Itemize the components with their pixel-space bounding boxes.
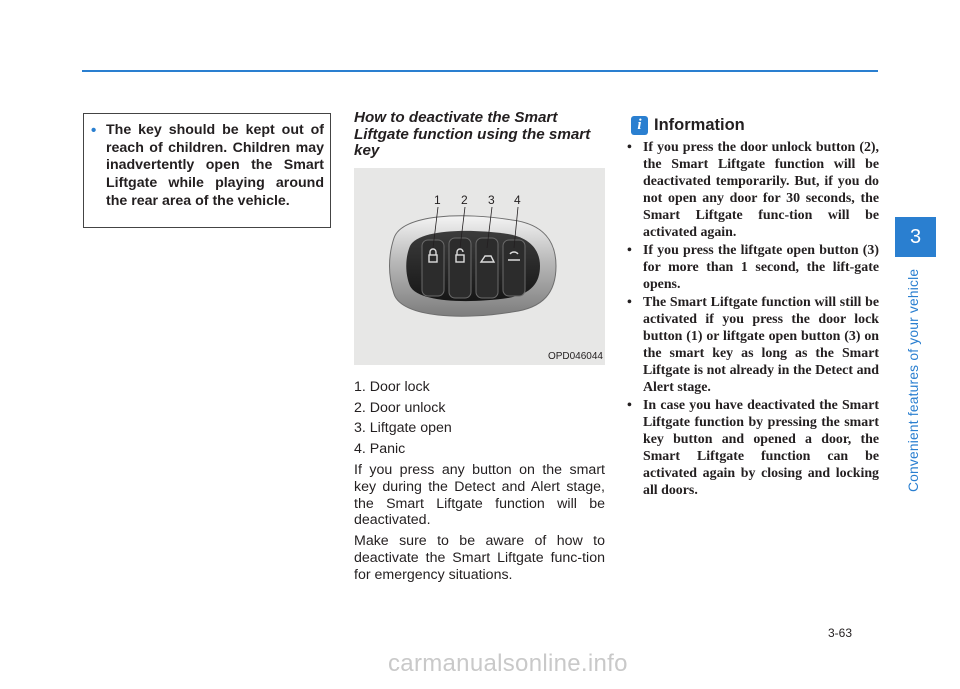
caution-text: The key should be kept out of reach of children. Children may inadvertently open the Smart Liftgate while playing around the rear area of the vehicle. [106,122,324,209]
chapter-title: Convenient features of your vehicle [906,268,921,492]
information-title: Information [654,116,745,134]
paragraph-awareness: Make sure to be aware of how to deactivate the Smart Liftgate func-tion for emergency situations. [354,533,605,583]
button-list [354,377,605,460]
information-icon: i [631,116,648,135]
list-item: 4. Panic [354,441,406,458]
list-item: • If you press the liftgate open button (3) for more than 1 second, the lift-gate opens. [623,243,879,294]
callout-2: 2 [461,193,468,207]
caution-box [83,113,331,228]
list-item: • If you press the door unlock button (2), the Smart Liftgate function will be deactivated temporarily. But, if you do not open any door for 30 seconds, the Smart Liftgate func-tion will be activated again. [623,140,879,241]
page-number: 3-63 [828,626,853,640]
photo-code: OPD046044 [547,351,603,362]
list-item: • In case you have deactivated the Smart Liftgate function by pressing the smart key button and opened a door, the Smart Liftgate function can be activated again by closing and locking all doors. [623,398,879,499]
chapter-number-tab: 3 [895,217,936,257]
callout-1: 1 [434,193,441,207]
callout-4: 4 [514,193,521,207]
smart-key-illustration [354,168,605,365]
list-item: 2. Door unlock [354,399,446,416]
list-item: 3. Liftgate open [354,420,452,437]
watermark: carmanualsonline.info [388,650,628,677]
paragraph-deactivation: If you press any button on the smart key during the Detect and Alert stage, the Smart Liftgate function will be deactivated. [354,462,605,529]
section-title: How to deactivate the Smart Liftgate function using the smart key [354,109,591,159]
caution-bullet: • [91,122,97,139]
list-item: • The Smart Liftgate function will still be activated if you press the door lock button (1) or liftgate open button (3) on the smart key as long as the Smart Liftgate is not already in the Detect and Alert stage. [623,295,879,396]
key-button-panic [503,240,525,296]
top-rule [82,70,878,72]
list-item: 1. Door lock [354,379,430,395]
information-list [623,140,879,501]
smart-key-photo [354,168,605,365]
callout-3: 3 [488,193,495,207]
